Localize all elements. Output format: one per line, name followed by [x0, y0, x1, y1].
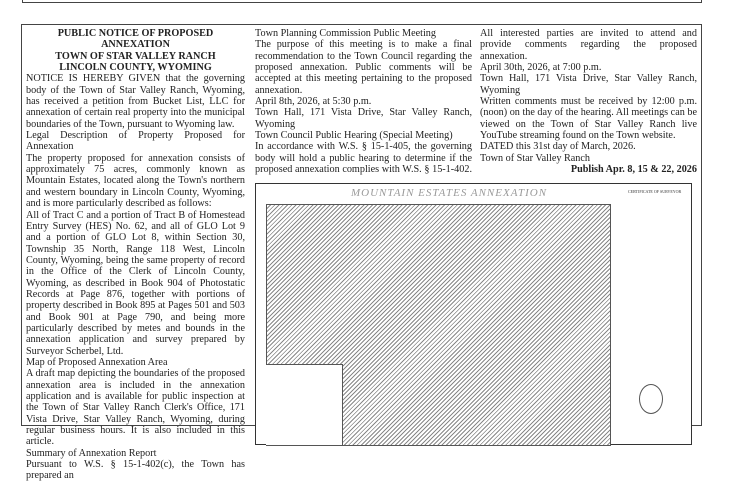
legal-heading: Legal Description of Property Proposed for Annexation: [26, 130, 245, 153]
public-notice: [21, 24, 702, 482]
council-heading: Town Council Public Hearing (Special Meeting): [255, 130, 453, 142]
map-title: MOUNTAIN ESTATES ANNEXATION: [351, 187, 548, 200]
notice-right-section: [255, 28, 697, 445]
excluded-parcel: [266, 364, 343, 445]
legal-detail-paragraph: All of Tract C and a portion of Tract B of Homestead Entry Survey (HES) No. 62, and all of GLO Lot 9 and a portion of GLO Lot 8, within Section 30, Township 35 North, Range 118 West, Lincoln County, Wyoming, being the same property of record in the Office of the Clerk of Lincoln County, Wyoming, as described in Book 904 of Photostatic Records at Page 876, together with portions of property described in Book 895 at Pages 501 and 503 and Book 901 at Page 790, and being more particularly described by metes and bounds in the annexation application and survey prepared by Surveyor Scherbel, Ltd.: [26, 209, 245, 357]
planning-heading: Town Planning Commission Public Meeting: [255, 28, 436, 39]
publish-dates: Publish Apr. 8, 15 & 22, 2026: [570, 164, 697, 176]
map-heading: Map of Proposed Annexation Area: [26, 356, 168, 368]
legal-paragraph: The property proposed for annexation consists of approximately 75 acres, commonly known as Mountain Estates, located along the Town's northern and western boundary in Lincoln County, Wyoming, and is more particularly described as follows:: [26, 152, 245, 210]
annexation-map: [255, 183, 692, 445]
summary-heading: Summary of Annexation Report: [26, 447, 157, 459]
notice-heading-line: PUBLIC NOTICE OF PROPOSED ANNEXATION: [57, 28, 214, 51]
comments-paragraph: Written comments must be received by 12:00 p.m. (noon) on the day of the hearing. All meetings can be viewed on the Town of Star Valley Ranch live YouTube streaming found on the Town website.: [480, 96, 697, 142]
planning-date: April 8th, 2026, at 5:30 p.m.: [255, 96, 372, 108]
notice-heading-line: LINCOLN COUNTY, WYOMING: [59, 62, 212, 74]
certificate-label: CERTIFICATE OF SURVEYOR: [628, 189, 682, 195]
notice-column-1: [26, 28, 245, 482]
planning-paragraph: The purpose of this meeting is to make a final recommendation to the Town Council regarding the proposed annexation. Public comments will be accepted at this meeting pertaining to the proposed annexation.: [255, 39, 472, 96]
council-location: Town Hall, 171 Vista Drive, Star Valley Ranch, Wyoming: [480, 73, 697, 96]
map-paragraph: A draft map depicting the boundaries of the proposed annexation area is included in the annexation application and is available for public inspection at the Town of Star Valley Ranch Clerk's Office, 171 Vista Drive, Star Valley Ranch, Wyoming, during regular business hours. It is also included in this article.: [26, 368, 245, 448]
surveyor-seal-icon: [639, 384, 663, 414]
signer: Town of Star Valley Ranch: [480, 152, 591, 164]
notice-columns-2-3: [255, 28, 697, 175]
previous-notice-border: [22, 0, 702, 3]
intro-paragraph: NOTICE IS HEREBY GIVEN that the governing body of the Town of Star Valley Ranch, Wyoming, has received a petition from Bucket List, LLC for annexation of certain real property into the municipal boundaries of the Town, pursuant to Wyoming law.: [26, 73, 245, 130]
dated-line: DATED this 31st day of March, 2026.: [480, 141, 636, 153]
planning-location: Town Hall, 171 Vista Drive, Star Valley Ranch, Wyoming: [255, 107, 472, 130]
notice-heading-line: TOWN OF STAR VALLEY RANCH: [55, 50, 216, 62]
council-date: April 30th, 2026, at 7:00 p.m.: [480, 62, 602, 74]
summary-paragraph: Pursuant to W.S. § 15-1-402(c), the Town has prepared an: [26, 459, 245, 482]
council-paragraph: In accordance with W.S. § 15-1-405, the governing body will hold a public hearing to determine if the proposed annexation complies with W.S. § 15-1-402. All interested parties are invited to attend and provide comments regarding the proposed annexation.: [255, 28, 697, 176]
